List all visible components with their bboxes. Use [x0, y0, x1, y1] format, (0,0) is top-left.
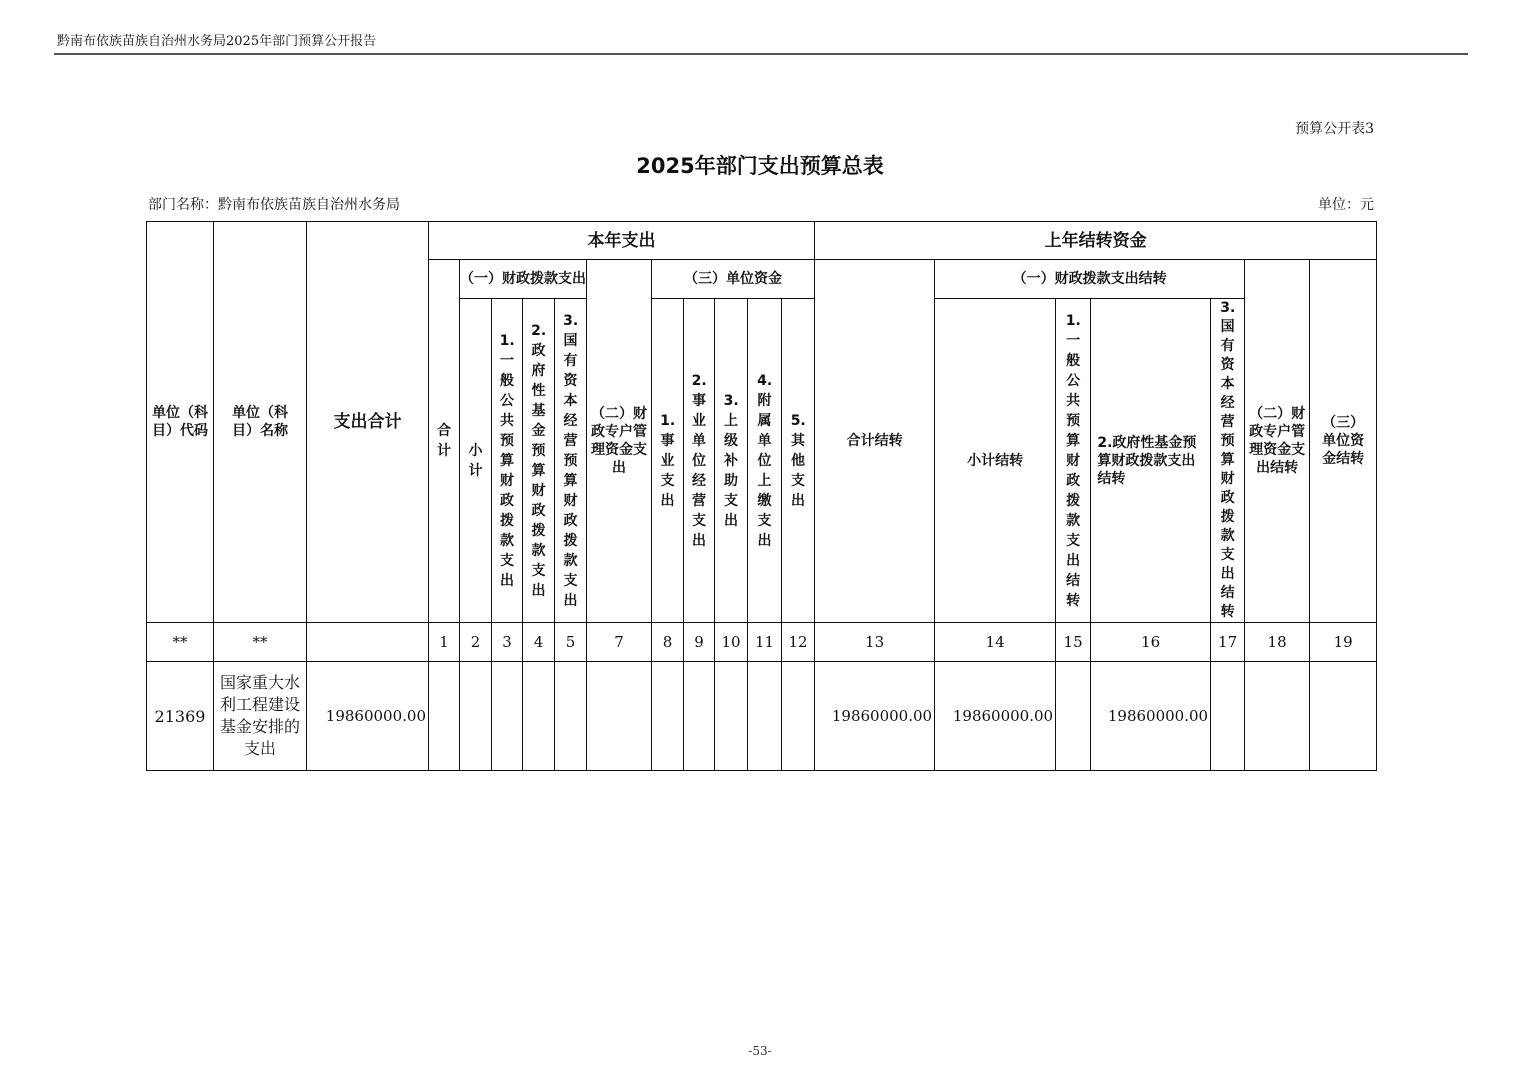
- index-cell: 14: [935, 623, 1056, 662]
- row-value: [1211, 662, 1245, 771]
- index-cell: 3: [492, 623, 523, 662]
- index-cell: 12: [782, 623, 815, 662]
- header-cy-enterprise: 1.事业支出: [652, 299, 684, 623]
- header-cy-other: 5.其他支出: [782, 299, 815, 623]
- header-unit-name: 单位（科目）名称: [214, 222, 307, 623]
- budget-table: [146, 221, 1377, 771]
- row-value: 19860000.00: [1091, 662, 1211, 771]
- header-co-stateasset: 3.国有资本经营预算财政拨款支出结转: [1211, 299, 1245, 623]
- index-cell: 9: [684, 623, 715, 662]
- index-cell: 8: [652, 623, 684, 662]
- table-code: 预算公开表3: [1295, 121, 1374, 137]
- header-unit-code: 单位（科目）代码: [147, 222, 214, 623]
- header-co-subtotal: 小计结转: [935, 299, 1056, 623]
- index-cell: **: [147, 623, 214, 662]
- header-co-special: （二）财政专户管理资金支出结转: [1245, 260, 1310, 623]
- index-cell: 17: [1211, 623, 1245, 662]
- header-cy-total: 合计: [429, 260, 460, 623]
- index-cell: 13: [815, 623, 935, 662]
- header-co-govfund: 2.政府性基金预算财政拨款支出结转: [1091, 299, 1211, 623]
- row-value: [460, 662, 492, 771]
- row-value: [1310, 662, 1377, 771]
- index-cell: 7: [587, 623, 652, 662]
- index-cell: 4: [523, 623, 555, 662]
- header-divider: [54, 53, 1468, 55]
- report-header: 黔南布依族苗族自治州水务局2025年部门预算公开报告: [57, 34, 377, 49]
- header-carryover: 上年结转资金: [815, 222, 1377, 260]
- header-cy-unit-group: （三）单位资金: [652, 260, 815, 299]
- header-cy-special: （二）财政专户管理资金支出: [587, 260, 652, 623]
- department-name: 部门名称：黔南布依族苗族自治州水务局: [148, 197, 400, 213]
- row-value: [492, 662, 523, 771]
- index-cell: 16: [1091, 623, 1211, 662]
- row-code: 21369: [147, 662, 214, 771]
- row-value: [587, 662, 652, 771]
- row-value: [555, 662, 587, 771]
- index-cell: 15: [1056, 623, 1091, 662]
- header-total: 支出合计: [307, 222, 429, 623]
- page-title: 2025年部门支出预算总表: [636, 154, 884, 178]
- row-value: [684, 662, 715, 771]
- header-cy-govfund: 2.政府性基金预算财政拨款支出: [523, 299, 555, 623]
- index-cell: 18: [1245, 623, 1310, 662]
- header-current-year: 本年支出: [429, 222, 815, 260]
- header-cy-business: 2.事业单位经营支出: [684, 299, 715, 623]
- header-co-total: 合计结转: [815, 260, 935, 623]
- row-value: [748, 662, 782, 771]
- index-cell: **: [214, 623, 307, 662]
- header-cy-subtotal: 小计: [460, 299, 492, 623]
- header-co-general: 1.一般公共预算财政拨款支出结转: [1056, 299, 1091, 623]
- index-cell: 1: [429, 623, 460, 662]
- header-cy-stateasset: 3.国有资本经营预算财政拨款支出: [555, 299, 587, 623]
- header-co-fiscal-group: （一）财政拨款支出结转: [935, 260, 1245, 299]
- currency-unit: 单位：元: [1318, 197, 1374, 213]
- row-value: [782, 662, 815, 771]
- index-cell: 5: [555, 623, 587, 662]
- row-value: 19860000.00: [815, 662, 935, 771]
- index-cell: 19: [1310, 623, 1377, 662]
- header-cy-general: 1.一般公共预算财政拨款支出: [492, 299, 523, 623]
- header-cy-subsidy: 3.上级补助支出: [715, 299, 748, 623]
- row-value: [429, 662, 460, 771]
- table-row: [147, 662, 1377, 771]
- index-cell: 2: [460, 623, 492, 662]
- row-value: [715, 662, 748, 771]
- row-value: [652, 662, 684, 771]
- header-co-unit: （三）单位资金结转: [1310, 260, 1377, 623]
- index-row: [147, 623, 1377, 662]
- row-value: [523, 662, 555, 771]
- row-value: [1245, 662, 1310, 771]
- index-cell: 10: [715, 623, 748, 662]
- index-cell: [307, 623, 429, 662]
- row-value: 19860000.00: [307, 662, 429, 771]
- header-cy-affiliate: 4.附属单位上缴支出: [748, 299, 782, 623]
- page-number: -53-: [748, 1044, 772, 1058]
- row-value: 19860000.00: [935, 662, 1056, 771]
- row-value: [1056, 662, 1091, 771]
- index-cell: 11: [748, 623, 782, 662]
- header-cy-fiscal-group: （一）财政拨款支出: [460, 260, 587, 299]
- row-name: 国家重大水利工程建设基金安排的支出: [214, 662, 307, 771]
